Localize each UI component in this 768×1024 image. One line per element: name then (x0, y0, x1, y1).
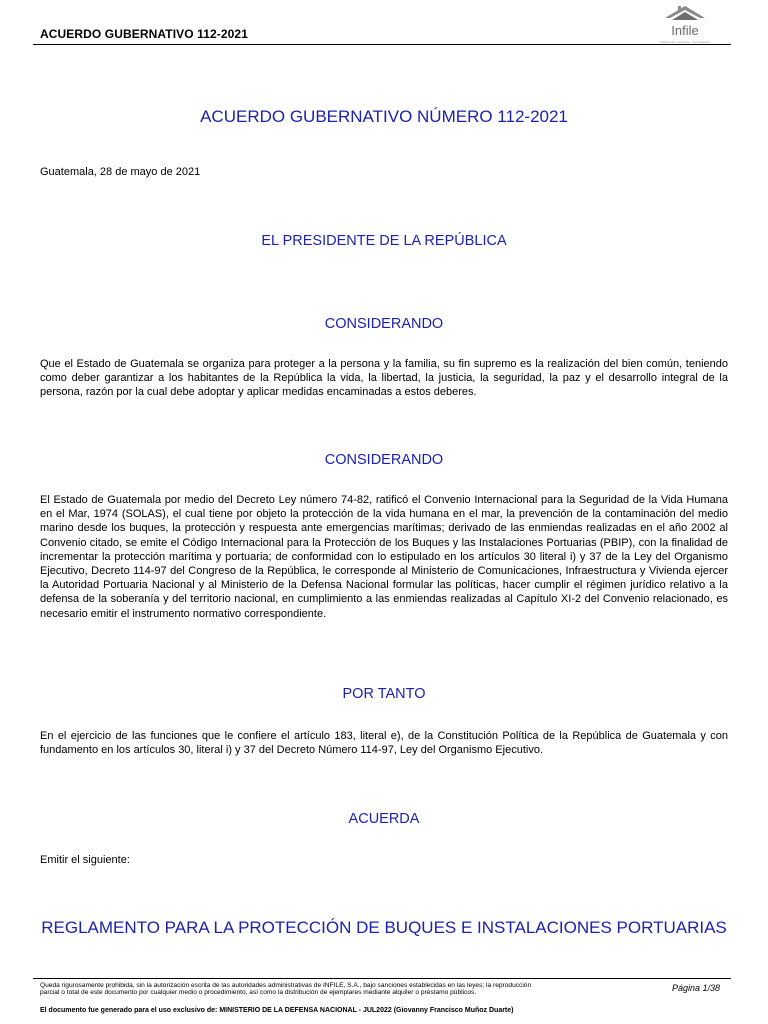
footer-divider (33, 978, 731, 979)
header-title: ACUERDO GUBERNATIVO 112-2021 (40, 27, 248, 41)
logo-text: Infile (671, 23, 699, 38)
document-title: ACUERDO GUBERNATIVO NÚMERO 112-2021 (200, 107, 568, 126)
considerando-heading-2: CONSIDERANDO (324, 452, 444, 468)
considerando-text-1: Que el Estado de Guatemala se organiza para proteger a la persona y la familia, su fin supremo es la realización del bien común, teniendo como deber garantizar a los habitantes de la República la vida, la libertad, la justicia, la seguridad, la paz y el desarrollo integral de la persona, razón por la cual debe adoptar y aplicar medidas encaminadas a estos deberes. (40, 358, 728, 399)
footer-generated-for: El documento fue generado para el uso exclusivo de: MINISTERIO DE LA DEFENSA NACIONAL - JUL2022 (Giovanny Francisco Muñoz Duarte) (40, 1007, 514, 1014)
roof-mountain-icon (656, 2, 714, 46)
page-number: Página 1/38 (671, 983, 720, 993)
acuerda-heading: ACUERDA (348, 811, 420, 827)
por-tanto-heading: POR TANTO (342, 686, 426, 702)
acuerda-text: Emitir el siguiente: (40, 854, 130, 866)
authority-heading: EL PRESIDENTE DE LA REPÚBLICA (261, 233, 507, 249)
infile-logo (656, 2, 714, 46)
por-tanto-text: En el ejercicio de las funciones que le confiere el artículo 183, literal e), de la Constitución Política de la República de Guatemala y con fundamento en los artículos 30, literal i) y 37 del Decreto Número 114-97, Ley del Organismo Ejecutivo. (40, 730, 728, 757)
considerando-heading-1: CONSIDERANDO (324, 316, 444, 332)
header-divider (33, 44, 731, 45)
logo-tagline: Soluciones · Jurídicas · Tecnológicas (660, 40, 710, 44)
reglamento-title: REGLAMENTO PARA LA PROTECCIÓN DE BUQUES E INSTALACIONES PORTUARIAS (41, 918, 727, 937)
considerando-text-2: El Estado de Guatemala por medio del Decreto Ley número 74-82, ratificó el Convenio Internacional para la Seguridad de la Vida Humana en el Mar, 1974 (SOLAS), el cual tiene por objeto la protección de la vida humana en el mar, la prevención de la contaminación del medio marino desde los buques, la protección y respuesta ante emergencias marítimas; derivado de las enmiendas realizadas en el año 2002 al Convenio citado, se emite el Código Internacional para la Protección de los Buques y las Instalaciones Portuarias (PBIP), con la finalidad de incrementar la protección marítima y portuaria; de conformidad con lo estipulado en los artículos 30 literal i) y 37 de la Ley del Organismo Ejecutivo, Decreto 114-97 del Congreso de la República, le corresponde al Ministerio de Comunicaciones, Infraestructura y Vivienda ejercer la Autoridad Portuaria Nacional y al Ministerio de la Defensa Nacional formular las políticas, hacer cumplir el régimen jurídico relativo a la defensa de la soberanía y del territorio nacional, en cumplimiento a las enmiendas realizadas al Capítulo XI-2 del Convenio relacionado, es necesario emitir el instrumento normativo correspondiente. (40, 494, 728, 620)
document-date: Guatemala, 28 de mayo de 2021 (40, 166, 201, 178)
footer-legal-notice: Queda rigurosamente prohibida, sin la autorización escrita de las autoridades administrativas de INFILE, S.A., bajo sanciones establecidas en las leyes; la reproducción parcial o total de este documento por cualquier medio o procedimiento, así como la distribución de ejemplares mediante alquiler o préstamo públicos. (40, 982, 532, 996)
